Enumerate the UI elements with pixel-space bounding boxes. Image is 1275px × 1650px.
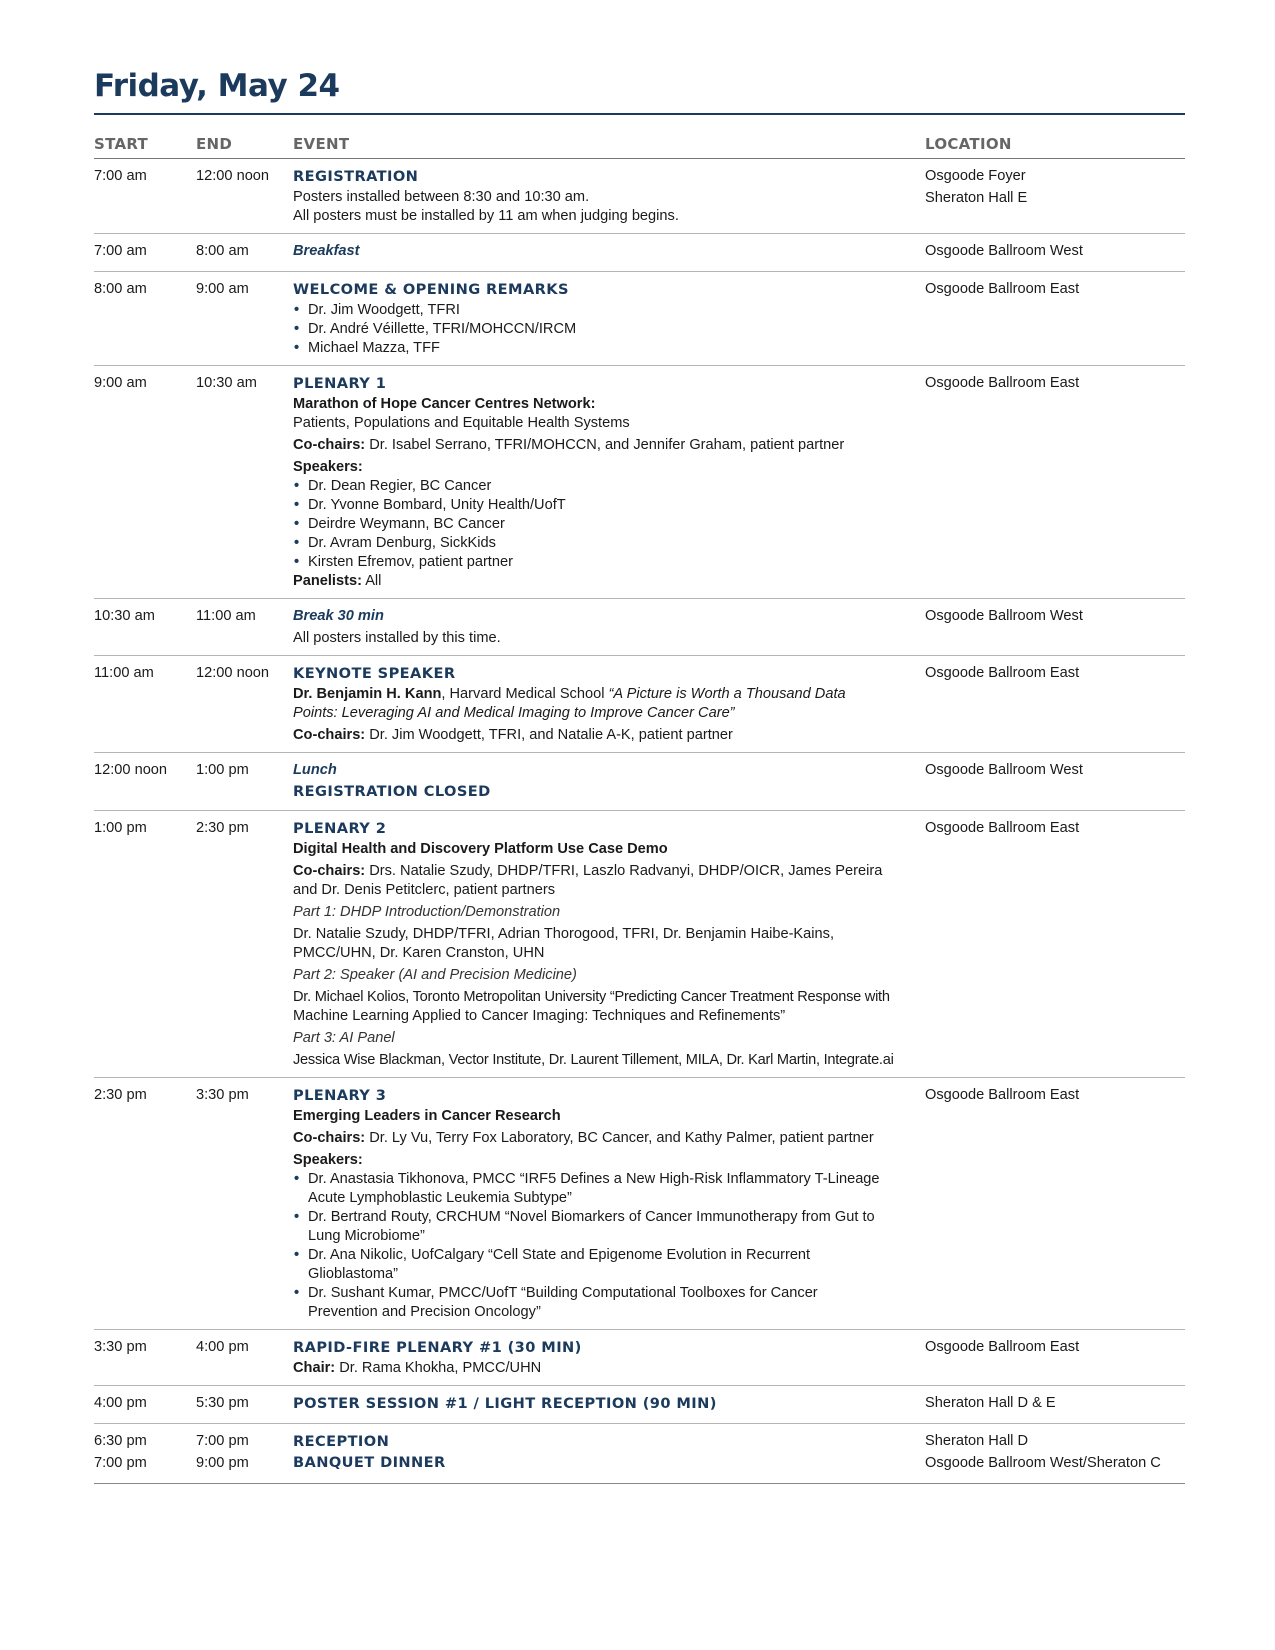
location: Osgoode Ballroom West/Sheraton C bbox=[925, 1455, 1161, 1472]
end-time: 4:00 pm bbox=[196, 1339, 249, 1356]
end-time: 1:00 pm bbox=[196, 762, 249, 779]
speakers-label: Speakers: bbox=[293, 1152, 363, 1169]
table-row bbox=[94, 1078, 1185, 1330]
event-cell bbox=[293, 664, 925, 745]
event-title-2: BANQUET DINNER bbox=[293, 1454, 446, 1472]
end-time: 12:00 noon bbox=[196, 665, 270, 682]
location: Osgoode Ballroom West bbox=[925, 608, 1083, 625]
list-item: • Dr. Avram Denburg, SickKids bbox=[293, 534, 925, 553]
event-title: PLENARY 1 bbox=[293, 375, 387, 393]
chair-text: Dr. Rama Khokha, PMCC/UHN bbox=[335, 1360, 542, 1377]
list-item: • Dr. Dean Regier, BC Cancer bbox=[293, 477, 925, 496]
chair bbox=[293, 1359, 925, 1378]
panelists-label: Panelists: bbox=[293, 573, 362, 590]
speaker-list bbox=[293, 301, 925, 358]
page-title: Friday, May 24 bbox=[94, 68, 340, 104]
schedule-table bbox=[94, 159, 1185, 1484]
event-title: RECEPTION bbox=[293, 1433, 390, 1451]
list-item: • Kirsten Efremov, patient partner bbox=[293, 553, 925, 572]
list-item: • Dr. Jim Woodgett, TFRI bbox=[293, 301, 925, 320]
event-title: RAPID-FIRE PLENARY #1 (30 MIN) bbox=[293, 1339, 582, 1357]
table-row bbox=[94, 599, 1185, 656]
list-item: • Dr. André Véillette, TFRI/MOHCCN/IRCM bbox=[293, 320, 925, 339]
table-row bbox=[94, 753, 1185, 811]
table-row bbox=[94, 366, 1185, 599]
part-heading: Part 3: AI Panel bbox=[293, 1030, 395, 1047]
event-line: All posters must be installed by 11 am when judging begins. bbox=[293, 208, 679, 225]
event-cell bbox=[293, 607, 925, 648]
start-time: 8:00 am bbox=[94, 281, 147, 298]
schedule-page bbox=[94, 68, 1185, 1484]
event-title: POSTER SESSION #1 / LIGHT RECEPTION (90 MIN) bbox=[293, 1395, 717, 1413]
table-row bbox=[94, 656, 1185, 753]
speaker-list bbox=[293, 477, 925, 572]
cochairs bbox=[293, 726, 925, 745]
panelists bbox=[293, 572, 925, 591]
part-text: Jessica Wise Blackman, Vector Institute, Dr. Laurent Tillement, MILA, Dr. Karl Martin, Integrate.ai bbox=[293, 1052, 894, 1069]
table-row bbox=[94, 272, 1185, 366]
start-time: 12:00 noon bbox=[94, 762, 168, 779]
talk-title: “A Picture is Worth a Thousand Data bbox=[608, 686, 846, 703]
event-subtitle: Emerging Leaders in Cancer Research bbox=[293, 1108, 561, 1125]
event-subtitle: Digital Health and Discovery Platform Use Case Demo bbox=[293, 841, 668, 858]
chair-label: Chair: bbox=[293, 1360, 336, 1377]
list-item: • Dr. Ana Nikolic, UofCalgary “Cell State and Epigenome Evolution in Recurrent Glioblastoma” bbox=[293, 1246, 925, 1284]
table-header bbox=[94, 115, 1185, 159]
cochairs-label: Co-chairs: bbox=[293, 1130, 366, 1147]
cochairs-label: Co-chairs: bbox=[293, 437, 366, 454]
start-time: 2:30 pm bbox=[94, 1087, 147, 1104]
event-cell bbox=[293, 1086, 925, 1322]
location: Osgoode Ballroom East bbox=[925, 281, 1080, 298]
part-text: Dr. Michael Kolios, Toronto Metropolitan University “Predicting Cancer Treatment Response with bbox=[293, 989, 890, 1006]
list-item: • Dr. Bertrand Routy, CRCHUM “Novel Biomarkers of Cancer Immunotherapy from Gut to Lung Microbiome” bbox=[293, 1208, 925, 1246]
start-time: 4:00 pm bbox=[94, 1395, 147, 1412]
start-time: 1:00 pm bbox=[94, 820, 147, 837]
location: Osgoode Ballroom West bbox=[925, 762, 1083, 779]
speaker-list bbox=[293, 1170, 925, 1322]
cochairs bbox=[293, 862, 925, 881]
event-title: PLENARY 2 bbox=[293, 820, 387, 838]
start-time: 6:30 pm bbox=[94, 1433, 147, 1450]
list-item: • Dr. Yvonne Bombard, Unity Health/UofT bbox=[293, 496, 925, 515]
header-event: EVENT bbox=[293, 135, 350, 154]
start-time: 7:00 am bbox=[94, 168, 147, 185]
talk-title-cont: Points: Leveraging AI and Medical Imaging to Improve Cancer Care” bbox=[293, 705, 735, 722]
event-cell bbox=[293, 242, 925, 264]
list-item: • Dr. Anastasia Tikhonova, PMCC “IRF5 Defines a New High-Risk Inflammatory T-Lineage Acute Lymphoblastic Leukemia Subtype” bbox=[293, 1170, 925, 1208]
event-subtitle: Marathon of Hope Cancer Centres Network: bbox=[293, 396, 596, 413]
end-time: 11:00 am bbox=[196, 608, 256, 625]
speaker-affiliation: , Harvard Medical School bbox=[441, 686, 609, 703]
panelists-text: All bbox=[361, 573, 382, 590]
start-time: 11:00 am bbox=[94, 665, 154, 682]
end-time: 9:00 pm bbox=[196, 1455, 249, 1472]
cochairs bbox=[293, 1129, 925, 1148]
event-title: Lunch bbox=[293, 762, 337, 779]
location: Osgoode Ballroom East bbox=[925, 665, 1080, 682]
cochairs-label: Co-chairs: bbox=[293, 863, 366, 880]
location: Osgoode Ballroom East bbox=[925, 1339, 1080, 1356]
event-cell bbox=[293, 819, 925, 1070]
location: Osgoode Foyer bbox=[925, 168, 1026, 185]
event-cell bbox=[293, 374, 925, 591]
end-time: 9:00 am bbox=[196, 281, 249, 298]
location: Osgoode Ballroom East bbox=[925, 820, 1080, 837]
event-subline: Patients, Populations and Equitable Health Systems bbox=[293, 415, 630, 432]
part-text: Machine Learning Applied to Cancer Imaging: Techniques and Refinements” bbox=[293, 1008, 786, 1025]
list-item: • Michael Mazza, TFF bbox=[293, 339, 925, 358]
speaker-name: Dr. Benjamin H. Kann bbox=[293, 686, 442, 703]
part-text: Dr. Natalie Szudy, DHDP/TFRI, Adrian Thorogood, TFRI, Dr. Benjamin Haibe-Kains, bbox=[293, 926, 834, 943]
location: Sheraton Hall D bbox=[925, 1433, 1029, 1450]
cochairs-text: Dr. Isabel Serrano, TFRI/MOHCCN, and Jennifer Graham, patient partner bbox=[365, 437, 845, 454]
part-heading: Part 2: Speaker (AI and Precision Medicine) bbox=[293, 967, 577, 984]
list-item: • Deirdre Weymann, BC Cancer bbox=[293, 515, 925, 534]
event-cell bbox=[293, 1338, 925, 1378]
table-row bbox=[94, 1386, 1185, 1424]
event-cell bbox=[293, 1432, 925, 1476]
cochairs-text: Dr. Jim Woodgett, TFRI, and Natalie A-K, patient partner bbox=[365, 727, 733, 744]
end-time: 5:30 pm bbox=[196, 1395, 249, 1412]
cochairs-label: Co-chairs: bbox=[293, 727, 366, 744]
list-item: • Dr. Sushant Kumar, PMCC/UofT “Building Computational Toolboxes for Cancer Prevention and Precision Oncology” bbox=[293, 1284, 925, 1322]
cochairs-cont: and Dr. Denis Petitclerc, patient partners bbox=[293, 882, 556, 899]
event-title: WELCOME & OPENING REMARKS bbox=[293, 281, 569, 299]
start-time: 9:00 am bbox=[94, 375, 147, 392]
event-line: Posters installed between 8:30 and 10:30 am. bbox=[293, 189, 590, 206]
table-row bbox=[94, 811, 1185, 1078]
event-cell bbox=[293, 761, 925, 803]
start-time: 7:00 pm bbox=[94, 1455, 147, 1472]
location: Sheraton Hall E bbox=[925, 190, 1028, 207]
event-title: Breakfast bbox=[293, 243, 360, 260]
table-row bbox=[94, 1330, 1185, 1386]
location: Osgoode Ballroom East bbox=[925, 1087, 1080, 1104]
table-row bbox=[94, 234, 1185, 272]
event-cell bbox=[293, 167, 925, 226]
event-title-2: REGISTRATION CLOSED bbox=[293, 783, 491, 801]
location: Osgoode Ballroom West bbox=[925, 243, 1083, 260]
part-text: PMCC/UHN, Dr. Karen Cranston, UHN bbox=[293, 945, 545, 962]
keynote-speaker bbox=[293, 685, 925, 704]
speakers-label: Speakers: bbox=[293, 459, 363, 476]
event-line: All posters installed by this time. bbox=[293, 630, 501, 647]
event-title: PLENARY 3 bbox=[293, 1087, 387, 1105]
cochairs-text: Drs. Natalie Szudy, DHDP/TFRI, Laszlo Radvanyi, DHDP/OICR, James Pereira bbox=[365, 863, 883, 880]
location: Sheraton Hall D & E bbox=[925, 1395, 1056, 1412]
event-cell bbox=[293, 1394, 925, 1416]
end-time: 8:00 am bbox=[196, 243, 249, 260]
event-cell bbox=[293, 280, 925, 358]
location: Osgoode Ballroom East bbox=[925, 375, 1080, 392]
table-row bbox=[94, 159, 1185, 234]
part-heading: Part 1: DHDP Introduction/Demonstration bbox=[293, 904, 561, 921]
end-time: 7:00 pm bbox=[196, 1433, 249, 1450]
cochairs bbox=[293, 436, 925, 455]
cochairs-text: Dr. Ly Vu, Terry Fox Laboratory, BC Cancer, and Kathy Palmer, patient partner bbox=[365, 1130, 874, 1147]
header-start: START bbox=[94, 135, 149, 154]
end-time: 12:00 noon bbox=[196, 168, 270, 185]
start-time: 7:00 am bbox=[94, 243, 147, 260]
header-end: END bbox=[196, 135, 233, 154]
header-location: LOCATION bbox=[925, 135, 1012, 154]
end-time: 2:30 pm bbox=[196, 820, 249, 837]
end-time: 3:30 pm bbox=[196, 1087, 249, 1104]
event-title: REGISTRATION bbox=[293, 168, 419, 186]
end-time: 10:30 am bbox=[196, 375, 257, 392]
event-title: Break 30 min bbox=[293, 608, 384, 625]
event-title: KEYNOTE SPEAKER bbox=[293, 665, 456, 683]
table-row bbox=[94, 1424, 1185, 1484]
start-time: 3:30 pm bbox=[94, 1339, 147, 1356]
start-time: 10:30 am bbox=[94, 608, 155, 625]
